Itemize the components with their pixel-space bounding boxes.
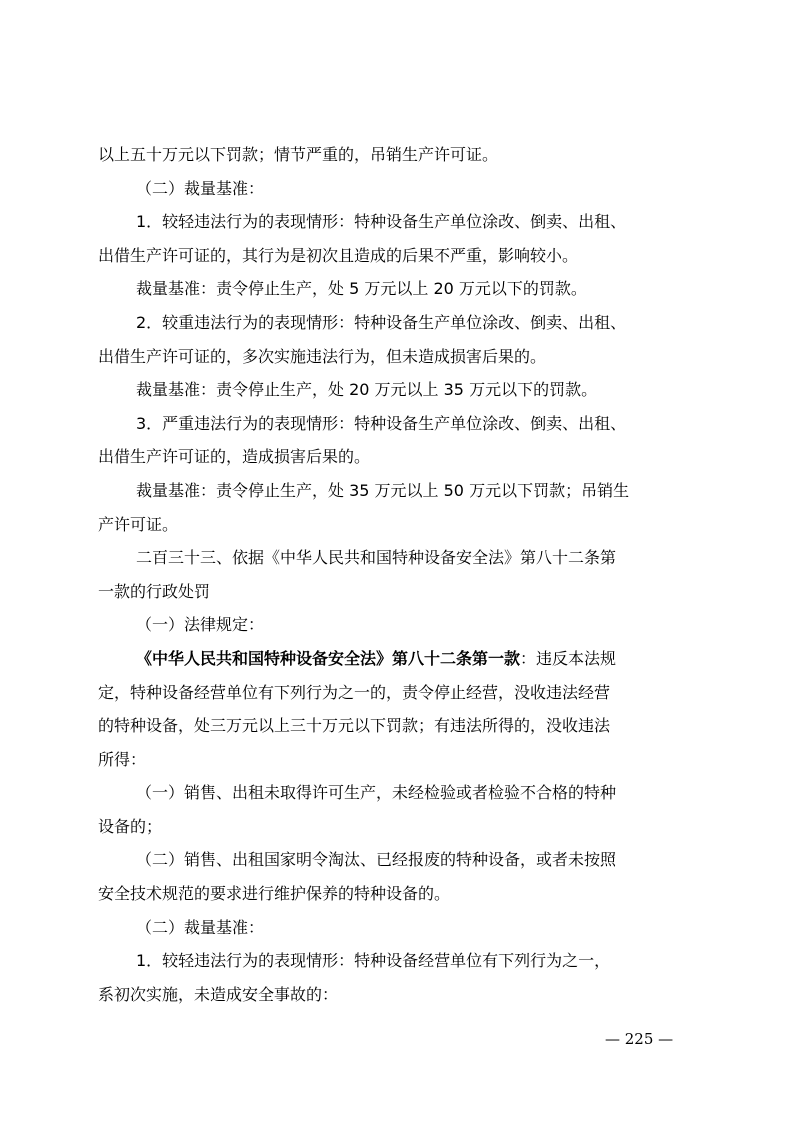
text-line (98, 743, 695, 777)
line-text: 出借生产许可证的，其行为是初次且造成的后果不严重，影响较小。 (98, 245, 579, 265)
line-text: （二）裁量基准： (136, 178, 265, 198)
line-text: 1．较轻违法行为的表现情形：特种设备经营单位有下列行为之一， (136, 951, 611, 971)
text-line (98, 877, 695, 911)
text-line (98, 407, 695, 441)
page-number: — 225 — (605, 1030, 674, 1048)
line-text: 出借生产许可证的，造成损害后果的。 (98, 447, 371, 467)
line-text: 二百三十三、依据《中华人民共和国特种设备安全法》第八十二条第 (136, 548, 617, 568)
text-line (98, 608, 695, 642)
bold-citation: 《中华人民共和国特种设备安全法》第八十二条第一款 (136, 648, 521, 668)
line-text: 以上五十万元以下罚款；情节严重的，吊销生产许可证。 (98, 145, 499, 164)
line-text: 一款的行政处罚 (98, 581, 211, 601)
line-text: 设备的； (98, 816, 163, 836)
text-line (98, 541, 695, 575)
line-text: （二）裁量基准： (136, 917, 265, 937)
text-line (98, 978, 695, 1012)
line-text: 2．较重违法行为的表现情形：特种设备生产单位涂改、倒卖、出租、 (136, 312, 627, 332)
text-line (98, 474, 695, 508)
text-line (98, 205, 695, 239)
text-line (98, 709, 695, 743)
line-text: 裁量基准：责令停止生产，处 35 万元以上 50 万元以下罚款；吊销生 (136, 480, 630, 500)
line-text: （一）销售、出租未取得许可生产，未经检验或者检验不合格的特种 (136, 783, 617, 803)
line-text: ：违反本法规 (520, 648, 617, 668)
line-text: 定，特种设备经营单位有下列行为之一的，责令停止经营，没收违法经营 (98, 682, 611, 702)
line-text: 产许可证。 (98, 514, 179, 534)
text-line (98, 810, 695, 844)
text-line (98, 776, 695, 810)
text-line (98, 373, 695, 407)
text-line (98, 944, 695, 978)
text-line (98, 642, 695, 676)
text-line (98, 911, 695, 945)
text-line (98, 843, 695, 877)
line-text: 的特种设备，处三万元以上三十万元以下罚款；有违法所得的，没收违法 (98, 716, 611, 736)
line-text: 出借生产许可证的，多次实施违法行为，但未造成损害后果的。 (98, 346, 547, 366)
line-text: 1．较轻违法行为的表现情形：特种设备生产单位涂改、倒卖、出租、 (136, 212, 627, 232)
text-line (98, 138, 695, 172)
text-line (98, 440, 695, 474)
text-line (98, 340, 695, 374)
text-line (98, 272, 695, 306)
text-line (98, 172, 695, 206)
line-text: （一）法律规定： (136, 615, 265, 635)
document-body (98, 138, 695, 1011)
line-text: （二）销售、出租国家明令淘汰、已经报废的特种设备，或者未按照 (136, 850, 617, 870)
text-line (98, 575, 695, 609)
line-text: 3．严重违法行为的表现情形：特种设备生产单位涂改、倒卖、出租、 (136, 413, 627, 433)
line-text: 系初次实施，未造成安全事故的： (98, 984, 339, 1004)
line-text: 所得： (98, 749, 147, 769)
line-text: 裁量基准：责令停止生产，处 5 万元以上 20 万元以下的罚款。 (136, 279, 587, 299)
text-line (98, 676, 695, 710)
text-line (98, 306, 695, 340)
text-line (98, 239, 695, 273)
text-line (98, 508, 695, 542)
line-text: 裁量基准：责令停止生产，处 20 万元以上 35 万元以下的罚款。 (136, 380, 598, 400)
line-text: 安全技术规范的要求进行维护保养的特种设备的。 (98, 884, 451, 904)
